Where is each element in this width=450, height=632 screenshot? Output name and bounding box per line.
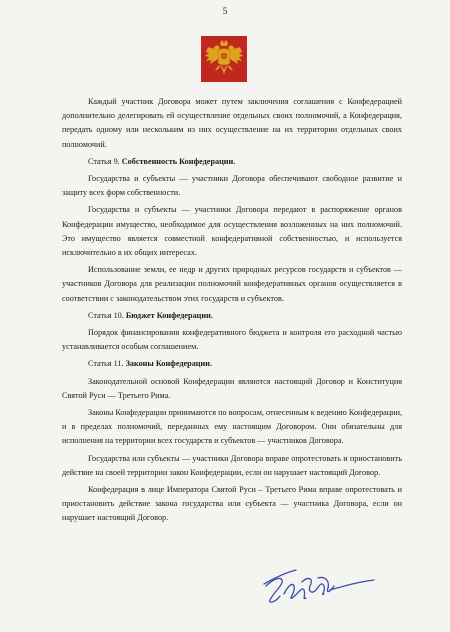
handwritten-signature [258,556,378,610]
paragraph-land-use: Использование земли, ее недр и других природных ресурсов государств и субъектов — участников Договора для реализации полномочий конфедеративных органов осуществляется в соответствии с законодательством этих государств и субъектов. [62,265,402,303]
paragraph-delegation: Каждый участник Договора может путем заключения соглашения с Конфедерацией дополнительно делегировать ей осуществление отдельных своих полномочий, а Конфедерация, передать одному или нескольким из них осуществление на их территории отдельных своих полномочий. [62,97,402,149]
paragraph-law-adoption: Законы Конфедерации принимаются по вопросам, отнесенным к ведению Конфедерации, и в пределах полномочий, переданных ему настоящим Договором. Они обязательны для исполнения на территории всех государств и субъектов — участников Договора. [62,408,402,446]
article-11-number: Статья 11. [88,359,124,369]
paragraph-legal-basis: Законодательной основой Конфедерации являются настоящий Договор и Конституция Святой Руси — Третьего Рима. [62,376,402,400]
article-10-title: Бюджет Конфедерации. [125,310,213,320]
article-10-heading [62,309,402,323]
article-11-title: Законы Конфедерации. [125,359,212,369]
page-number: 5 [222,6,228,16]
article-10-number: Статья 10. [88,310,124,320]
paragraph-property-transfer: Государства и субъекты — участники Договора передают в распоряжение органов Конфедерации имущество, необходимое для осуществления возложенных на них полномочий. Это имущество является совместной конфедеративной собственностью, и используется исключительно в их общих интересах. [62,205,402,258]
article-9-title: Собственность Конфедерации. [121,156,236,166]
paragraph-property-development: Государства и субъекты — участники Договора обеспечивают свободное развитие и защиту всех форм собственности. [62,174,402,198]
article-9-number: Статья 9. [88,156,120,166]
paragraph-member-protest: Государства или субъекты — участники Договора вправе опротестовать и приостановить действие на своей территории закон Конфедерации, если он нарушает настоящий Договор. [62,453,402,477]
paragraph-emperor-protest: Конфедерация в лице Императора Святой Руси – Третьего Рима вправе опротестовать и приостановить действие закона государства или субъекта — участника Договора, если он нарушает настоящий Договор. [62,485,402,523]
article-11-heading [62,357,402,371]
double-headed-eagle-icon [201,36,247,82]
paragraph-budget: Порядок финансирования конфедеративного бюджета и контроля его расходной частью устанавливается особым соглашением. [62,328,402,352]
document-body [62,95,402,529]
article-9-heading [62,155,402,169]
